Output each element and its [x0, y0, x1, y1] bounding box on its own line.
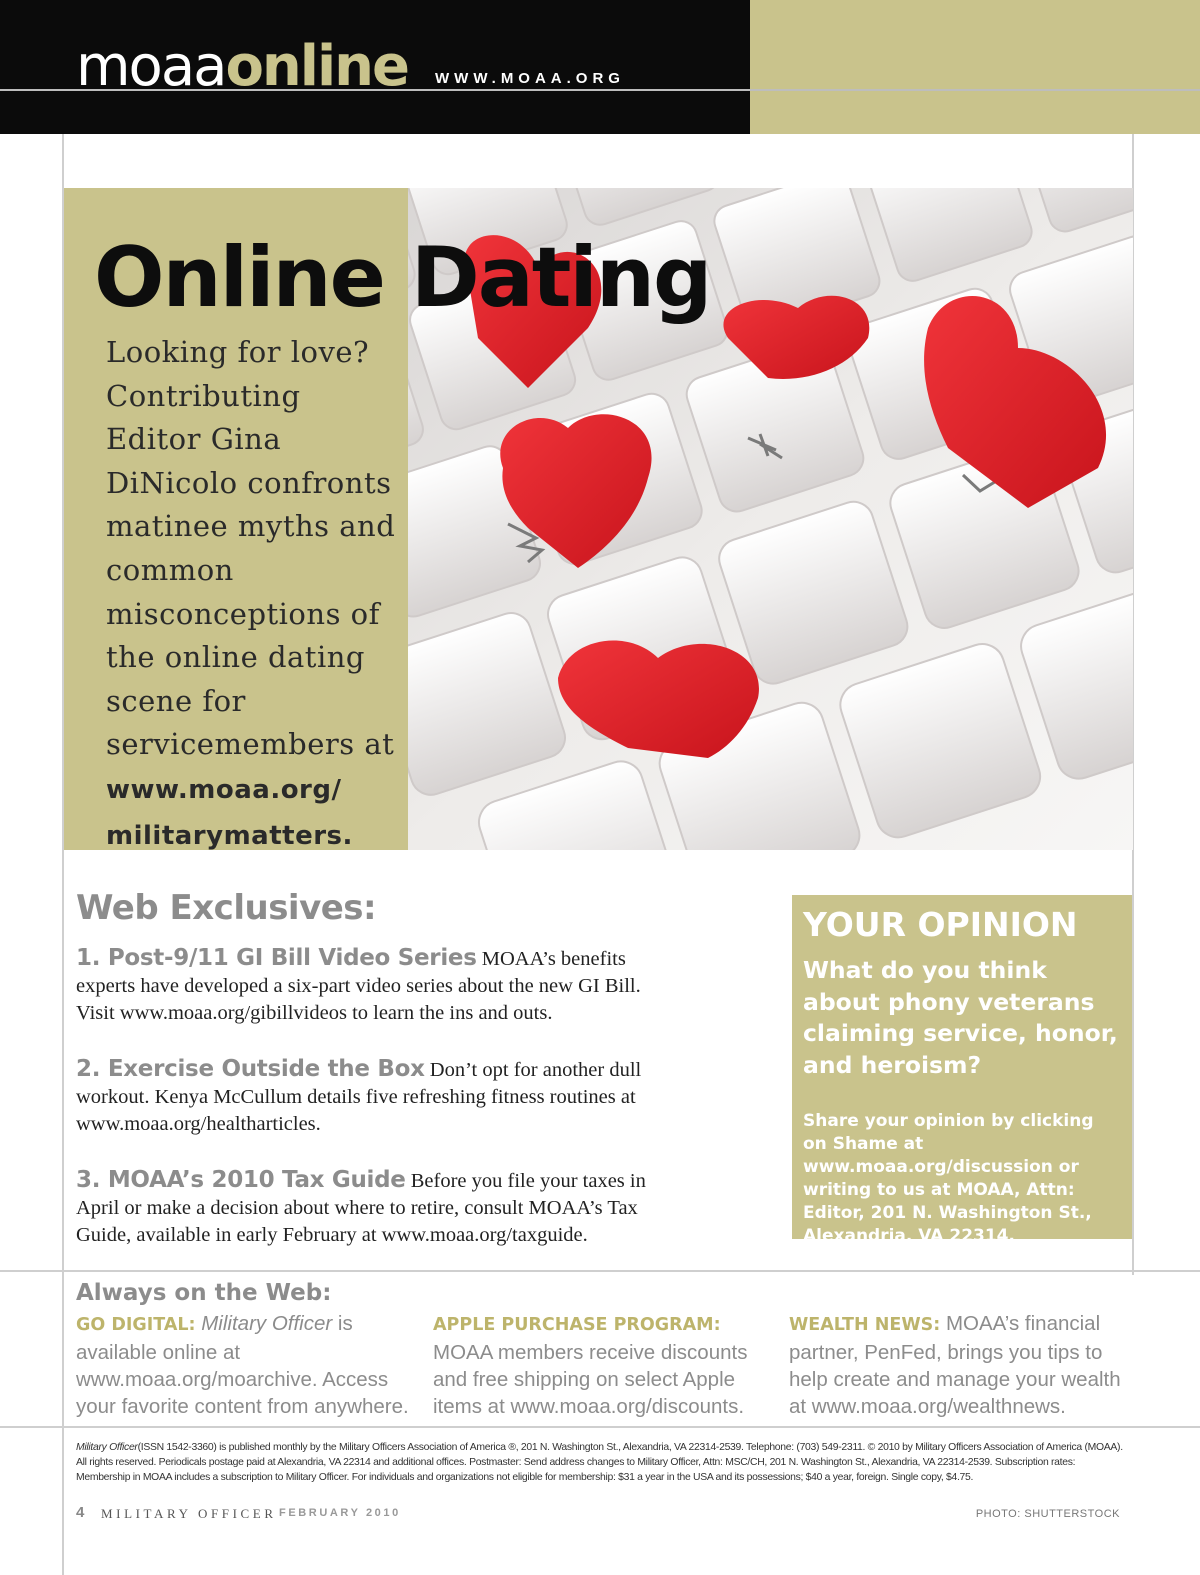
web-exclusive-item-label[interactable]: 1. Post-9/11 GI Bill Video Series — [76, 945, 477, 971]
section-divider — [0, 1426, 1200, 1428]
feature-body — [106, 331, 396, 858]
fine-print-text: (ISSN 1542-3360) is published monthly by the Military Officers Association of America ®, 201 N. Washington St., Alexandria, VA 22314-2539. Telephone: (703) 549-2311. © 2010 by Military Officers Association of America (MOAA). All rights reserved. Periodicals postage paid at Alexandria, VA 22314 and additional offices. Postmaster: Send address changes to Military Officer, Attn: MSC/CH, 201 N. Washington St., Alexandria, VA 22314-2539. Subscription rates: Membership in MOAA includes a subscription to Military Officer. For individuals and organizations not eligible for membership: $31 a year in the USA and its possessions; $40 a year, foreign. Single copy, $4.75. — [76, 1442, 1123, 1483]
publication-fine-print — [76, 1440, 1126, 1485]
web-exclusive-item — [76, 1056, 676, 1138]
moaa-online-logo[interactable] — [76, 32, 408, 102]
go-digital-magazine-name: Military Officer — [201, 1312, 333, 1335]
web-exclusive-item-text: Don’t opt for another dull workout. Kenya McCullum details five refreshing fitness routines at www.moaa.org/healtharticles. — [76, 1059, 642, 1135]
wealth-news-text[interactable]: MOAA’s financial partner, PenFed, brings you tips to help create and manage your wealth at www.moaa.org/wealthnews. — [789, 1312, 1121, 1418]
photo-credit: PHOTO: SHUTTERSTOCK — [975, 1508, 1120, 1520]
logo-part-moaa: moaa — [76, 34, 226, 99]
header-accent-block — [750, 0, 1200, 134]
your-opinion-share-text[interactable]: Share your opinion by clicking on Shame at www.moaa.org/discussion or writing to us at MOAA, Attn: Editor, 201 N. Washington St., Alexandria, VA 22314. — [803, 1111, 1094, 1246]
your-opinion-question: What do you think about phony veterans claiming service, honor, and heroism? — [803, 956, 1118, 1079]
web-exclusive-item — [76, 945, 676, 1027]
wealth-news-label: WEALTH NEWS: — [789, 1315, 941, 1335]
page-number: 4 — [76, 1504, 85, 1521]
apple-purchase-label: APPLE PURCHASE PROGRAM: — [433, 1315, 721, 1335]
feature-link-line1[interactable]: www.moaa.org/ — [106, 774, 342, 805]
web-exclusive-item-text: Before you file your taxes in April or make a decision about where to retire, consult MOAA’s Tax Guide, available in early February at www.moaa.org/taxguide. — [76, 1170, 646, 1246]
web-exclusive-item-text: MOAA’s benefits experts have developed a six-part video series about the new GI Bill. Visit www.moaa.org/gibillvideos to learn the ins and outs. — [76, 948, 641, 1024]
fine-print-magazine-name: Military Officer — [76, 1442, 138, 1453]
go-digital-text[interactable]: is available online at www.moaa.org/moarchive. Access your favorite content from anywhere. — [76, 1312, 409, 1418]
logo-part-online: online — [225, 34, 409, 99]
your-opinion-title: YOUR OPINION — [803, 905, 1078, 944]
feature-title: Online Dating — [94, 229, 711, 326]
web-exclusive-item-label[interactable]: 2. Exercise Outside the Box — [76, 1056, 425, 1082]
always-column-go-digital — [76, 1310, 414, 1420]
always-on-the-web-heading: Always on the Web: — [76, 1280, 332, 1306]
folio-magazine-name: MILITARY OFFICER — [101, 1506, 277, 1521]
always-column-apple-purchase — [433, 1310, 771, 1420]
web-exclusives-heading: Web Exclusives: — [76, 888, 377, 928]
folio-issue-date: FEBRUARY 2010 — [279, 1507, 401, 1519]
go-digital-label: GO DIGITAL: — [76, 1315, 196, 1335]
feature-link-line2[interactable]: militarymatters. — [106, 820, 353, 851]
apple-purchase-text[interactable]: MOAA members receive discounts and free shipping on select Apple items at www.moaa.org/discounts. — [433, 1341, 748, 1418]
always-column-wealth-news — [789, 1310, 1127, 1420]
feature-body-text: Looking for love? Contributing Editor Gina DiNicolo confronts matinee myths and common misconceptions of the online dating scene for servicemembers at — [106, 335, 396, 762]
section-divider — [0, 1270, 1200, 1272]
header-url[interactable]: WWW.MOAA.ORG — [435, 70, 625, 87]
web-exclusive-item-label[interactable]: 3. MOAA’s 2010 Tax Guide — [76, 1167, 406, 1193]
web-exclusive-item — [76, 1167, 676, 1249]
